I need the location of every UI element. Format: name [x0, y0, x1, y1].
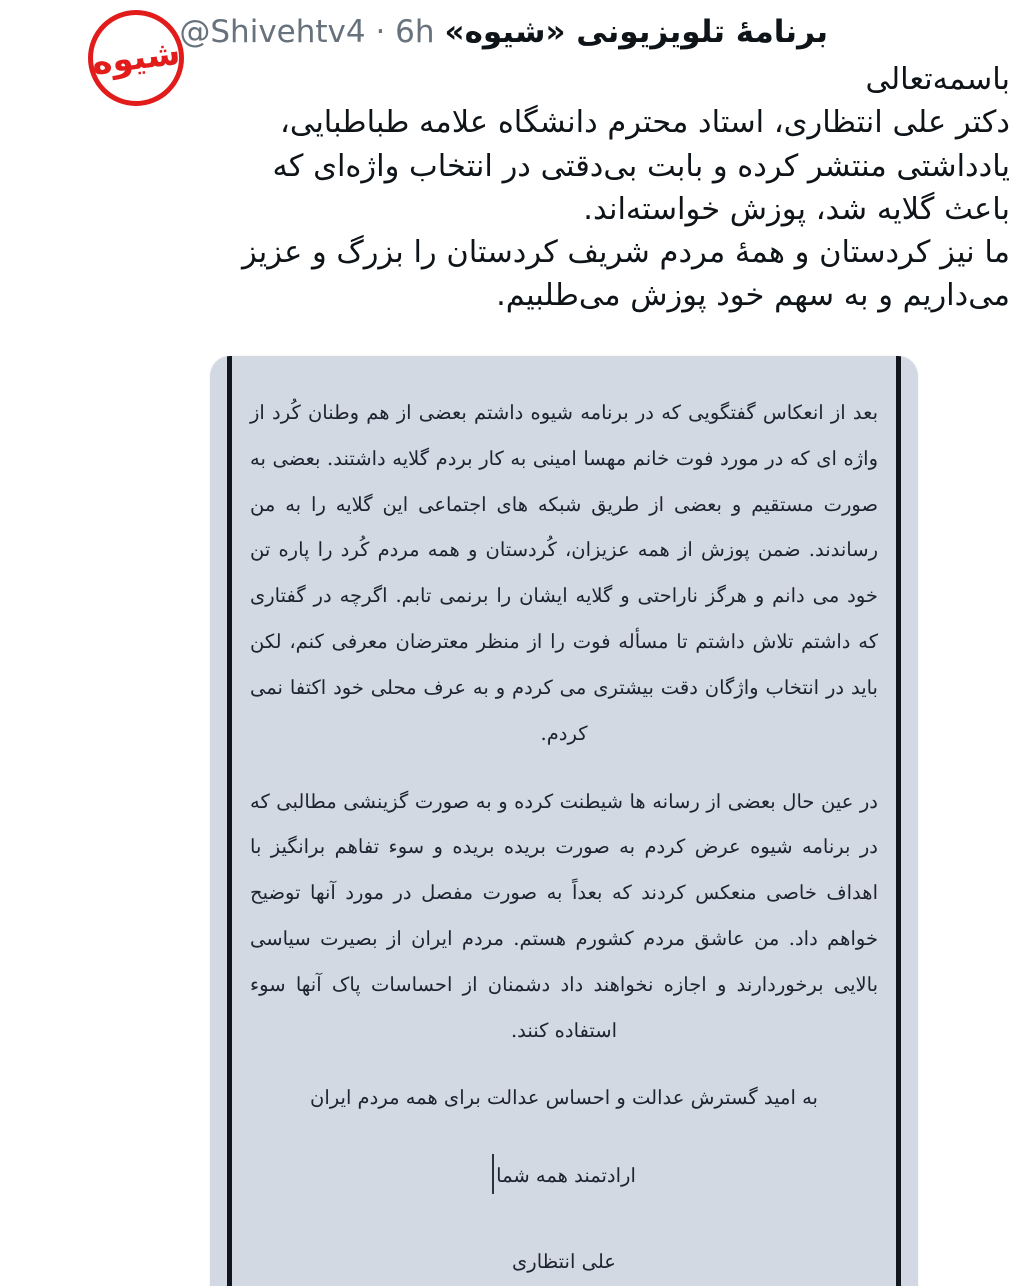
- letter-wish-line: به امید گسترش عدالت و احساس عدالت برای همه مردم ایران: [310, 1086, 818, 1110]
- letter-right-rule: [896, 356, 901, 1286]
- letter-content: [250, 390, 878, 1286]
- text-caret-icon: [492, 1154, 494, 1194]
- tweet-body-text: [205, 58, 1010, 318]
- letter-paragraph-1: بعد از انعکاس گفتگویی که در برنامه شیوه داشتم بعضی از هم وطنان کُرد از واژه ای که در مورد فوت خانم مهسا امینی به کار بردم گلایه داشتند. بعضی به صورت مستقیم و بعضی از طریق شبکه های اجتماعی این گلایه را به من رساندند. ضمن پوزش از همه عزیزان، کُردستان و همه مردم کُرد را پاره تن خود می دانم و هرگز ناراحتی و گلایه ایشان را برنمی تابم. اگرچه در گفتاری که داشتم تلاش داشتم تا مسأله فوت را از منظر معترضان معرفی کنم، لکن باید در انتخاب واژگان دقت بیشتری می کردم و به عرف محلی خود اکتفا نمی کردم.: [250, 401, 878, 745]
- tweet-body-line-2: دکتر علی انتظاری، استاد محترم دانشگاه علامه طباطبایی، یادداشتی منتشر کرده و بابت بی‌دقتی در انتخاب واژه‌ای که باعث گلایه شد، پوزش خواسته‌اند.: [272, 105, 1010, 227]
- avatar-logo-text: شیوه: [89, 32, 183, 84]
- author-line: [10, 13, 828, 52]
- letter-paragraph-2: در عین حال بعضی از رسانه ها شیطنت کرده و به صورت گزینشی مطالبی که در برنامه شیوه عرض کردم به صورت بریده بریده و سوء تفاهم برانگیز با اهداف خاصی منعکس کردند که بعداً به صورت مفصل در مورد آنها توضیح خواهم داد. من عاشق مردم کشورم هستم. مردم ایران از بصیرت سیاسی بالایی برخوردارند و اجازه نخواهند داد دشمنان از احساسات پاک آنها سوء استفاده کنند.: [250, 789, 878, 1042]
- tweet-body-line-3: ما نیز کردستان و همهٔ مردم شریف کردستان را بزرگ و عزیز می‌داریم و به سهم خود پوزش می‌طلبیم.: [241, 235, 1010, 314]
- letter-signature: علی انتظاری: [512, 1250, 616, 1273]
- tweet-media-image[interactable]: [210, 356, 918, 1286]
- letter-closing-text: ارادتمند همه شما: [496, 1164, 636, 1188]
- letter-closing: [250, 1153, 878, 1199]
- author-display-name[interactable]: برنامهٔ تلویزیونی «شیوه»: [444, 14, 828, 50]
- tweet-body-line-1: باسمه‌تعالی: [865, 62, 1010, 97]
- letter-left-rule: [227, 356, 232, 1286]
- author-handle-and-timestamp[interactable]: @Shivehtv4 · 6h: [179, 14, 435, 51]
